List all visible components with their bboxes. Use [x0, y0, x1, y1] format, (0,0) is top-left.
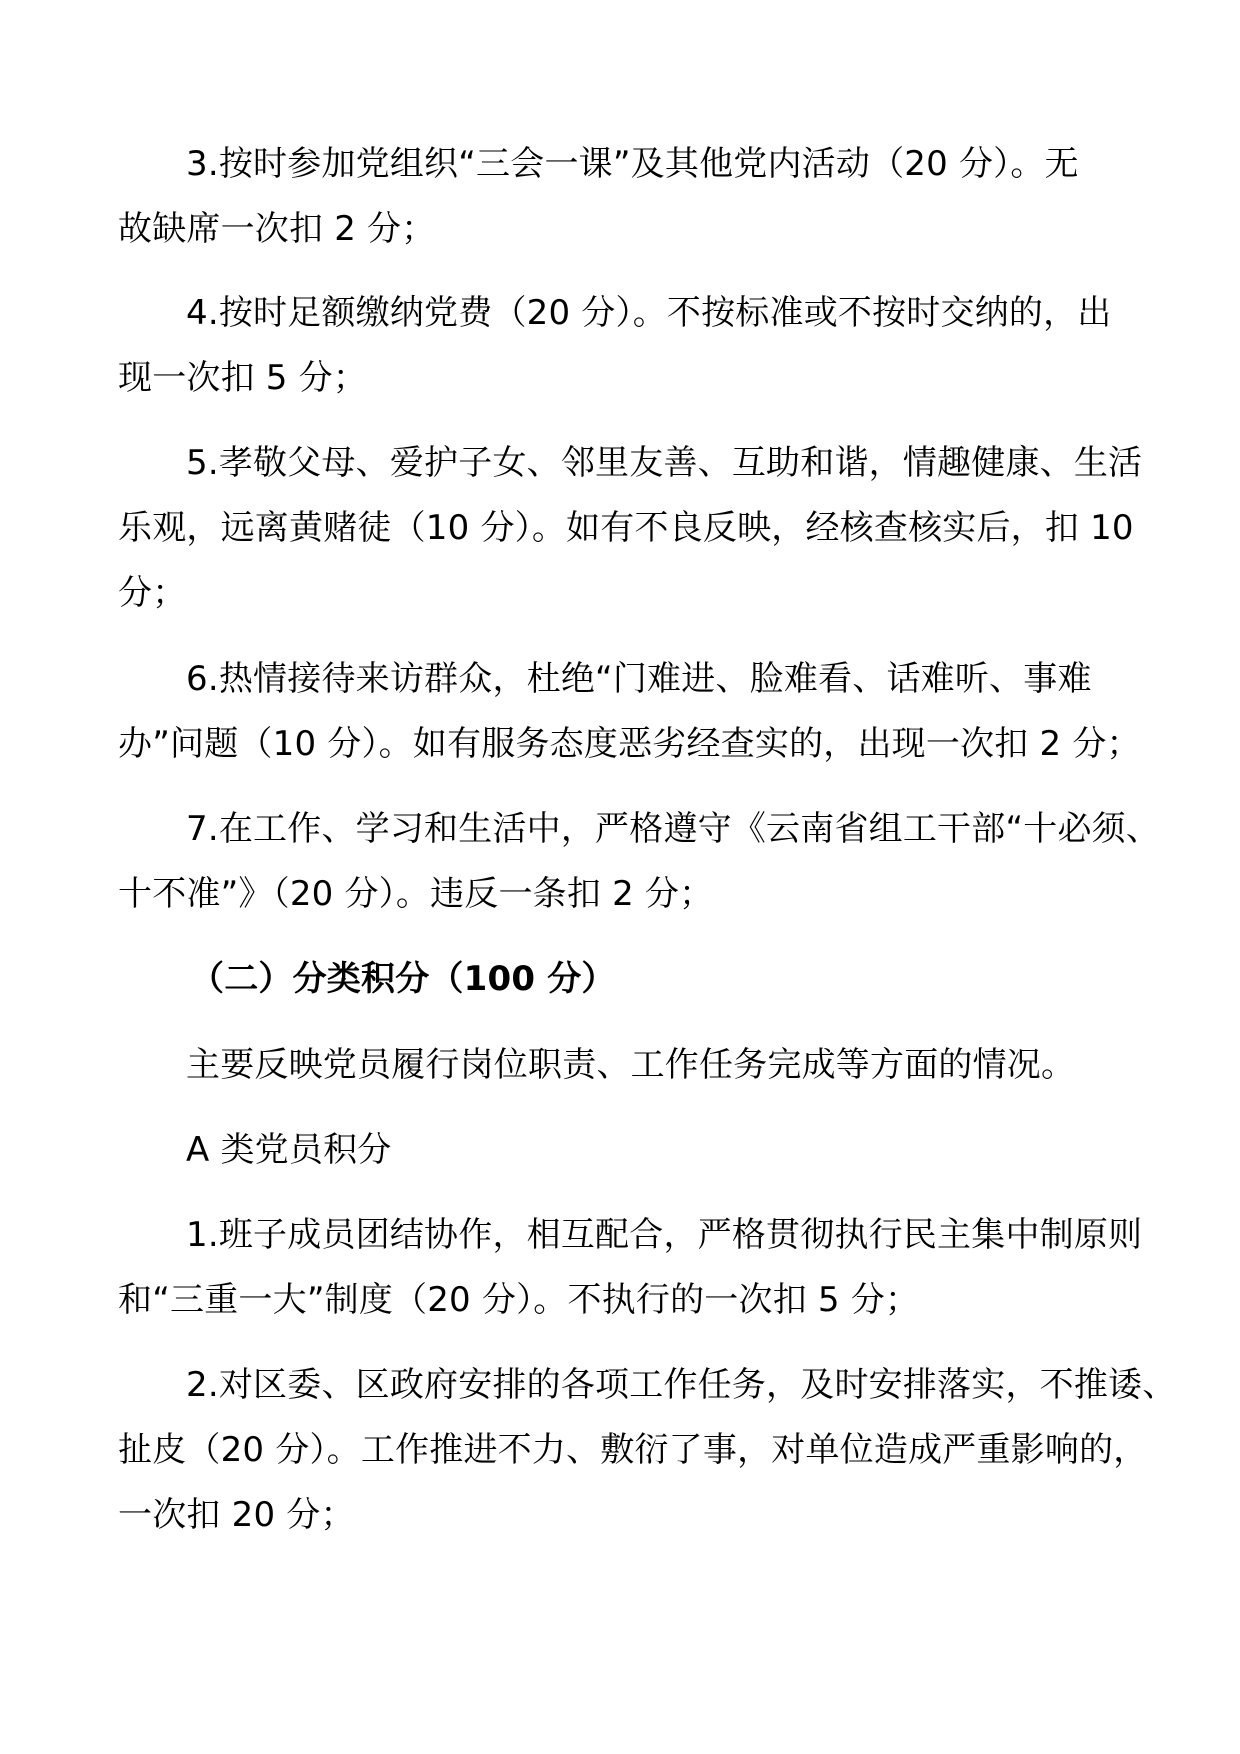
- paragraph-6-line-2: 办”问题（10 分）。如有服务态度恶劣经查实的，出现一次扣 2 分；: [118, 724, 1141, 764]
- section-heading: （二）分类积分（100 分）: [190, 959, 616, 999]
- item-2-line-3: 一次扣 20 分；: [118, 1495, 355, 1535]
- paragraph-6-line-1: 6.热情接待来访群众，杜绝“门难进、脸难看、话难听、事难: [186, 659, 1092, 699]
- paragraph-5-line-3: 分；: [118, 573, 187, 613]
- paragraph-4-line-2: 现一次扣 5 分；: [118, 358, 368, 398]
- section-intro: 主要反映党员履行岗位职责、工作任务完成等方面的情况。: [186, 1045, 1076, 1085]
- subsection-title: A 类党员积分: [186, 1130, 392, 1170]
- paragraph-5-line-1: 5.孝敬父母、爱护子女、邻里友善、互助和谐，情趣健康、生活: [186, 443, 1143, 483]
- paragraph-5-line-2: 乐观，远离黄赌徒（10 分）。如有不良反映，经核查核实后，扣 10: [118, 508, 1134, 548]
- paragraph-3-line-1: 3.按时参加党组织“三会一课”及其他党内活动（20 分）。无: [186, 144, 1079, 184]
- paragraph-4-line-1: 4.按时足额缴纳党费（20 分）。不按标准或不按时交纳的，出: [186, 293, 1112, 333]
- paragraph-7-line-2: 十不准”》（20 分）。违反一条扣 2 分；: [118, 874, 714, 914]
- paragraph-7-line-1: 7.在工作、学习和生活中，严格遵守《云南省组工干部“十必须、: [186, 809, 1161, 849]
- item-2-line-2: 扯皮（20 分）。工作推进不力、敷衍了事，对单位造成严重影响的，: [118, 1430, 1148, 1470]
- item-1-line-1: 1.班子成员团结协作，相互配合，严格贯彻执行民主集中制原则: [186, 1215, 1143, 1255]
- item-1-line-2: 和“三重一大”制度（20 分）。不执行的一次扣 5 分；: [118, 1280, 920, 1320]
- item-2-line-1: 2.对区委、区政府安排的各项工作任务，及时安排落实，不推诿、: [186, 1365, 1177, 1405]
- paragraph-3-line-2: 故缺席一次扣 2 分；: [118, 209, 436, 249]
